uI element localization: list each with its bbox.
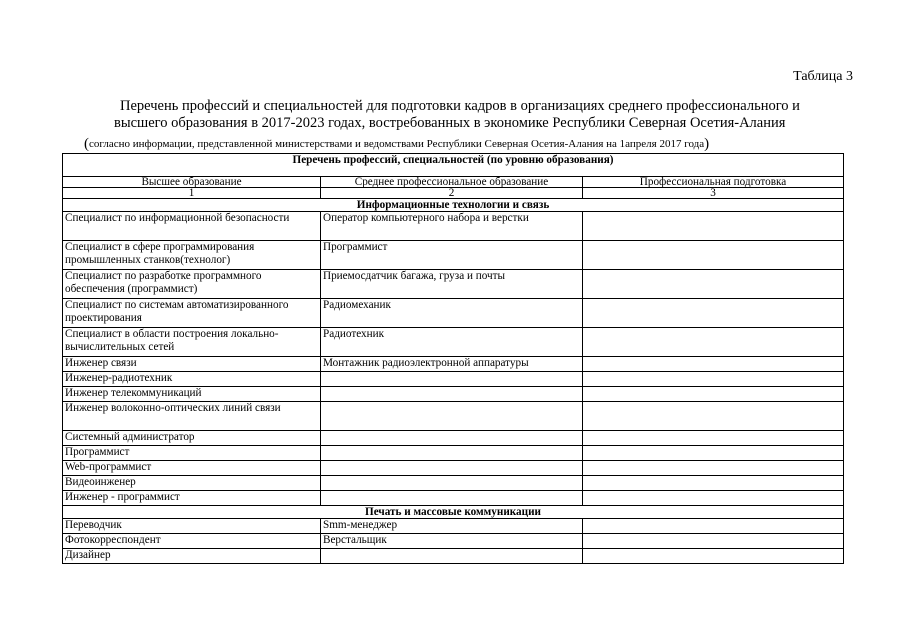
cell-higher: Дизайнер (63, 549, 321, 564)
cell-vocational (583, 387, 844, 402)
cell-higher: Программист (63, 446, 321, 461)
table-row (63, 241, 844, 270)
cell-higher: Инженер - программист (63, 491, 321, 506)
cell-vocational (583, 241, 844, 270)
cell-secondary: Программист (321, 241, 583, 270)
cell-secondary: Монтажник радиоэлектронной аппаратуры (321, 357, 583, 372)
source-note-text: согласно информации, представленной министерствами и ведомствами Республики Северная Осетия-Алания на 1апреля 2017 года (89, 138, 705, 150)
cell-vocational (583, 357, 844, 372)
cell-secondary: Smm-менеджер (321, 519, 583, 534)
table-row (63, 299, 844, 328)
table-row (63, 461, 844, 476)
cell-secondary (321, 549, 583, 564)
source-note (84, 136, 829, 153)
cell-vocational (583, 534, 844, 549)
cell-secondary: Радиотехник (321, 328, 583, 357)
column-number: 3 (583, 188, 844, 199)
cell-higher: Видеоинженер (63, 476, 321, 491)
cell-vocational (583, 476, 844, 491)
table-number-label: Таблица 3 (793, 69, 853, 84)
cell-higher: Специалист по системам автоматизированного проектирования (63, 299, 321, 328)
cell-secondary: Оператор компьютерного набора и верстки (321, 212, 583, 241)
cell-vocational (583, 461, 844, 476)
title-line-2: высшего образования в 2017-2023 годах, востребованных в экономике Республики Северная Осетия-Алания (114, 115, 786, 131)
cell-secondary (321, 446, 583, 461)
column-header-vocational: Профессиональная подготовка (583, 177, 844, 188)
cell-secondary: Верстальщик (321, 534, 583, 549)
cell-secondary (321, 476, 583, 491)
table-row (63, 519, 844, 534)
cell-vocational (583, 549, 844, 564)
table-row (63, 446, 844, 461)
cell-secondary: Приемосдатчик багажа, груза и почты (321, 270, 583, 299)
cell-secondary (321, 461, 583, 476)
document-title (86, 98, 826, 132)
column-header-higher: Высшее образование (63, 177, 321, 188)
table-row (63, 476, 844, 491)
table-row (63, 212, 844, 241)
cell-secondary (321, 491, 583, 506)
table-row (63, 534, 844, 549)
table-header-row (63, 154, 844, 177)
cell-vocational (583, 519, 844, 534)
cell-secondary (321, 402, 583, 431)
cell-secondary (321, 387, 583, 402)
cell-secondary (321, 372, 583, 387)
table-row (63, 387, 844, 402)
table-row (63, 491, 844, 506)
table-row (63, 328, 844, 357)
section-row (63, 199, 844, 212)
column-number: 2 (321, 188, 583, 199)
cell-higher: Специалист в сфере программирования промышленных станков(технолог) (63, 241, 321, 270)
cell-higher: Инженер волоконно-оптических линий связи (63, 402, 321, 431)
table-row (63, 357, 844, 372)
cell-secondary: Радиомеханик (321, 299, 583, 328)
table-row (63, 431, 844, 446)
cell-vocational (583, 491, 844, 506)
cell-higher: Специалист по разработке программного обеспечения (программист) (63, 270, 321, 299)
cell-vocational (583, 446, 844, 461)
table-header: Перечень профессий, специальностей (по уровню образования) (63, 154, 844, 177)
section-row (63, 506, 844, 519)
cell-vocational (583, 212, 844, 241)
cell-vocational (583, 328, 844, 357)
cell-higher: Инженер связи (63, 357, 321, 372)
cell-higher: Переводчик (63, 519, 321, 534)
cell-secondary (321, 431, 583, 446)
professions-table (62, 153, 844, 564)
table-row (63, 402, 844, 431)
note-open-paren: ( (84, 136, 89, 152)
column-header-secondary: Среднее профессиональное образование (321, 177, 583, 188)
cell-vocational (583, 372, 844, 387)
column-number: 1 (63, 188, 321, 199)
cell-vocational (583, 299, 844, 328)
cell-higher: Системный администратор (63, 431, 321, 446)
cell-higher: Специалист по информационной безопасности (63, 212, 321, 241)
cell-higher: Инженер телекоммуникаций (63, 387, 321, 402)
cell-vocational (583, 431, 844, 446)
table-row (63, 372, 844, 387)
column-number-row (63, 188, 844, 199)
cell-higher: Web-программист (63, 461, 321, 476)
cell-vocational (583, 270, 844, 299)
table-row (63, 549, 844, 564)
note-close-paren: ) (704, 136, 710, 152)
cell-higher: Инженер-радиотехник (63, 372, 321, 387)
table-row (63, 270, 844, 299)
section-title-print: Печать и массовые коммуникации (63, 506, 844, 519)
section-title-it: Информационные технологии и связь (63, 199, 844, 212)
cell-higher: Фотокорреспондент (63, 534, 321, 549)
cell-higher: Специалист в области построения локально-вычислительных сетей (63, 328, 321, 357)
title-line-1: Перечень профессий и специальностей для подготовки кадров в организациях среднего профессионального и (120, 98, 800, 114)
column-header-row (63, 177, 844, 188)
cell-vocational (583, 402, 844, 431)
